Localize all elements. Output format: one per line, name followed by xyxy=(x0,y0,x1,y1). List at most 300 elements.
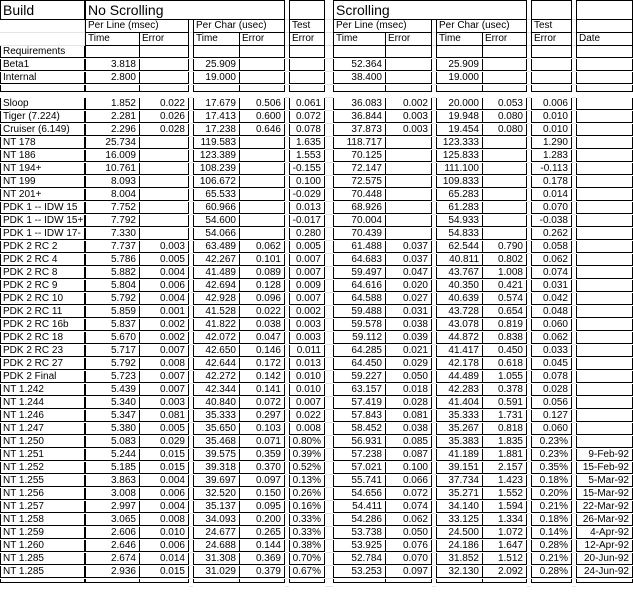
cell-ns-test-error[interactable]: 0.33% xyxy=(289,514,325,526)
cell-ns-char-error[interactable] xyxy=(240,228,285,240)
cell-date[interactable]: 22-Mar-92 xyxy=(576,501,633,513)
ns-per-char-header[interactable]: Per Char (usec) xyxy=(193,20,285,33)
cell-date[interactable] xyxy=(576,150,633,162)
cell-ns-test-error[interactable]: 0.007 xyxy=(289,254,325,266)
cell-build[interactable]: PDK 2 RC 27 xyxy=(0,358,85,370)
cell-ns-line-error[interactable]: 0.010 xyxy=(140,527,189,539)
cell-s-line-time[interactable]: 37.873 xyxy=(333,124,386,136)
cell-s-char-time[interactable]: 31.852 xyxy=(436,553,483,565)
cell-s-line-time[interactable]: 64.285 xyxy=(333,345,386,357)
cell-s-line-error[interactable]: 0.018 xyxy=(386,384,432,396)
cell-s-char-time[interactable] xyxy=(436,85,483,92)
cell-s-test-error[interactable]: 0.062 xyxy=(531,254,572,266)
cell-s-line-error[interactable] xyxy=(386,137,432,149)
cell-date[interactable] xyxy=(576,124,633,136)
cell-ns-char-time[interactable]: 35.650 xyxy=(193,423,240,435)
date-header[interactable]: Date xyxy=(576,33,633,46)
cell-ns-line-error[interactable]: 0.007 xyxy=(140,371,189,383)
cell-ns-char-error[interactable]: 0.062 xyxy=(240,241,285,253)
cell-s-char-time[interactable]: 19.000 xyxy=(436,72,483,84)
cell-ns-test-error[interactable]: 0.007 xyxy=(289,267,325,279)
cell-s-line-time[interactable]: 53.253 xyxy=(333,566,386,578)
cell-s-line-error[interactable]: 0.037 xyxy=(386,254,432,266)
cell-s-char-error[interactable]: 1.835 xyxy=(483,436,527,448)
cell-ns-line-error[interactable] xyxy=(140,137,189,149)
cell-s-char-time[interactable]: 41.404 xyxy=(436,397,483,409)
cell-ns-test-error[interactable]: 0.003 xyxy=(289,319,325,331)
cell-ns-test-error[interactable]: 0.33% xyxy=(289,527,325,539)
cell-ns-char-error[interactable]: 0.022 xyxy=(240,306,285,318)
cell-s-line-time[interactable]: 118.717 xyxy=(333,137,386,149)
ns-line-error-header[interactable]: Error xyxy=(140,33,189,46)
cell-ns-char-error[interactable]: 0.089 xyxy=(240,267,285,279)
cell-build[interactable]: NT 1.250 xyxy=(0,436,85,448)
cell-ns-test-error[interactable]: 0.005 xyxy=(289,241,325,253)
cell-ns-test-error[interactable]: 0.022 xyxy=(289,410,325,422)
cell-date[interactable] xyxy=(576,254,633,266)
cell-ns-test-error[interactable] xyxy=(289,85,325,92)
cell-s-test-error[interactable]: 0.048 xyxy=(531,306,572,318)
cell-date[interactable] xyxy=(576,215,633,227)
cell-ns-char-error[interactable]: 0.370 xyxy=(240,462,285,474)
cell-s-line-error[interactable]: 0.039 xyxy=(386,332,432,344)
cell-s-line-time[interactable] xyxy=(333,46,386,58)
cell-s-line-error[interactable] xyxy=(386,72,432,84)
cell-s-char-error[interactable] xyxy=(483,59,527,71)
cell-ns-test-error[interactable]: 0.061 xyxy=(289,98,325,110)
cell-s-test-error[interactable] xyxy=(531,579,572,583)
cell-ns-line-time[interactable]: 2.281 xyxy=(85,111,140,123)
cell-s-test-error[interactable]: 0.010 xyxy=(531,124,572,136)
cell-ns-line-time[interactable]: 8.093 xyxy=(85,176,140,188)
cell-ns-char-time[interactable]: 39.318 xyxy=(193,462,240,474)
cell-ns-test-error[interactable]: 0.003 xyxy=(289,332,325,344)
cell-ns-line-error[interactable]: 0.003 xyxy=(140,241,189,253)
cell-s-char-error[interactable]: 0.802 xyxy=(483,254,527,266)
cell-ns-test-error[interactable]: 0.52% xyxy=(289,462,325,474)
cell-ns-line-error[interactable] xyxy=(140,202,189,214)
cell-date[interactable] xyxy=(576,98,633,110)
cell-ns-char-error[interactable]: 0.144 xyxy=(240,540,285,552)
cell-build[interactable]: NT 1.252 xyxy=(0,462,85,474)
cell-s-char-error[interactable]: 0.574 xyxy=(483,293,527,305)
cell-s-line-error[interactable] xyxy=(386,163,432,175)
cell-build[interactable]: NT 178 xyxy=(0,137,85,149)
cell-s-char-error[interactable] xyxy=(483,176,527,188)
cell-s-line-error[interactable] xyxy=(386,579,432,583)
cell-s-line-error[interactable] xyxy=(386,215,432,227)
cell-s-char-time[interactable]: 35.267 xyxy=(436,423,483,435)
cell-s-test-error[interactable]: 0.078 xyxy=(531,371,572,383)
s-per-char-header[interactable]: Per Char (usec) xyxy=(436,20,527,33)
cell-build[interactable]: PDK 1 -- IDW 15 xyxy=(0,202,85,214)
cell-s-test-error[interactable]: 0.031 xyxy=(531,280,572,292)
cell-ns-line-error[interactable] xyxy=(140,215,189,227)
cell-s-char-error[interactable]: 0.080 xyxy=(483,111,527,123)
cell-ns-line-error[interactable]: 0.006 xyxy=(140,280,189,292)
cell-s-line-error[interactable]: 0.062 xyxy=(386,514,432,526)
cell-ns-line-time[interactable]: 5.717 xyxy=(85,345,140,357)
cell-s-line-time[interactable]: 54.411 xyxy=(333,501,386,513)
cell-s-line-time[interactable]: 53.925 xyxy=(333,540,386,552)
cell-s-test-error[interactable]: 0.070 xyxy=(531,202,572,214)
cell-ns-char-error[interactable]: 0.071 xyxy=(240,436,285,448)
cell-date[interactable] xyxy=(576,306,633,318)
build-title-cell[interactable]: Build xyxy=(0,0,85,20)
cell-ns-test-error[interactable]: -0.017 xyxy=(289,215,325,227)
s-test-header[interactable]: Test xyxy=(531,20,572,33)
cell-ns-line-time[interactable]: 5.244 xyxy=(85,449,140,461)
cell-ns-char-time[interactable]: 65.533 xyxy=(193,189,240,201)
cell-s-char-error[interactable] xyxy=(483,72,527,84)
cell-ns-test-error[interactable]: 0.007 xyxy=(289,397,325,409)
cell-ns-line-error[interactable]: 0.004 xyxy=(140,267,189,279)
cell-s-char-time[interactable]: 35.383 xyxy=(436,436,483,448)
cell-build[interactable]: Tiger (7.224) xyxy=(0,111,85,123)
cell-date[interactable] xyxy=(576,163,633,175)
cell-s-char-error[interactable] xyxy=(483,215,527,227)
cell-ns-line-error[interactable]: 0.081 xyxy=(140,410,189,422)
cell-s-char-time[interactable]: 43.728 xyxy=(436,306,483,318)
cell-s-char-error[interactable]: 0.421 xyxy=(483,280,527,292)
cell-build[interactable]: NT 1.255 xyxy=(0,475,85,487)
cell-s-test-error[interactable]: 0.006 xyxy=(531,98,572,110)
empty-header-cell[interactable] xyxy=(289,0,325,20)
cell-s-test-error[interactable]: -0.113 xyxy=(531,163,572,175)
cell-ns-char-time[interactable]: 34.093 xyxy=(193,514,240,526)
cell-ns-test-error[interactable]: 0.39% xyxy=(289,449,325,461)
cell-ns-char-error[interactable]: 0.038 xyxy=(240,319,285,331)
cell-s-char-error[interactable] xyxy=(483,46,527,58)
ns-line-time-header[interactable]: Time xyxy=(85,33,140,46)
cell-build[interactable]: NT 186 xyxy=(0,150,85,162)
cell-s-test-error[interactable]: 0.21% xyxy=(531,501,572,513)
cell-ns-test-error[interactable]: 0.013 xyxy=(289,202,325,214)
cell-ns-line-time[interactable]: 5.083 xyxy=(85,436,140,448)
cell-ns-test-error[interactable]: 0.010 xyxy=(289,371,325,383)
cell-ns-line-error[interactable]: 0.004 xyxy=(140,293,189,305)
cell-s-line-time[interactable]: 70.125 xyxy=(333,150,386,162)
cell-build[interactable]: PDK 2 RC 10 xyxy=(0,293,85,305)
cell-s-char-time[interactable]: 32.130 xyxy=(436,566,483,578)
cell-date[interactable] xyxy=(576,319,633,331)
cell-ns-line-time[interactable]: 2.646 xyxy=(85,540,140,552)
cell-ns-line-time[interactable] xyxy=(85,46,140,58)
cell-ns-test-error[interactable]: 0.280 xyxy=(289,228,325,240)
cell-date[interactable]: 20-Jun-92 xyxy=(576,553,633,565)
cell-date[interactable] xyxy=(576,345,633,357)
cell-s-line-error[interactable]: 0.029 xyxy=(386,358,432,370)
cell-s-char-time[interactable]: 39.151 xyxy=(436,462,483,474)
cell-ns-char-time[interactable]: 123.389 xyxy=(193,150,240,162)
cell-s-line-error[interactable]: 0.002 xyxy=(386,98,432,110)
cell-s-char-time[interactable]: 24.500 xyxy=(436,527,483,539)
cell-ns-line-error[interactable]: 0.015 xyxy=(140,449,189,461)
cell-ns-line-time[interactable]: 7.737 xyxy=(85,241,140,253)
cell-s-char-time[interactable]: 123.333 xyxy=(436,137,483,149)
cell-s-char-error[interactable]: 0.378 xyxy=(483,384,527,396)
cell-s-line-error[interactable] xyxy=(386,85,432,92)
cell-s-char-error[interactable]: 1.334 xyxy=(483,514,527,526)
cell-ns-char-time[interactable]: 19.000 xyxy=(193,72,240,84)
cell-ns-line-time[interactable]: 5.792 xyxy=(85,293,140,305)
cell-build[interactable]: PDK 1 -- IDW 17- xyxy=(0,228,85,240)
cell-ns-line-error[interactable] xyxy=(140,72,189,84)
cell-s-char-time[interactable]: 44.489 xyxy=(436,371,483,383)
cell-ns-line-time[interactable]: 5.439 xyxy=(85,384,140,396)
cell-s-char-error[interactable] xyxy=(483,579,527,583)
cell-s-char-error[interactable]: 0.819 xyxy=(483,319,527,331)
cell-s-char-time[interactable]: 43.767 xyxy=(436,267,483,279)
cell-ns-line-error[interactable]: 0.015 xyxy=(140,462,189,474)
cell-ns-test-error[interactable]: 0.16% xyxy=(289,501,325,513)
cell-date[interactable] xyxy=(576,202,633,214)
cell-s-char-time[interactable]: 111.100 xyxy=(436,163,483,175)
cell-date[interactable] xyxy=(576,579,633,583)
cell-build[interactable]: PDK 2 RC 16b xyxy=(0,319,85,331)
cell-ns-line-time[interactable]: 5.185 xyxy=(85,462,140,474)
cell-s-test-error[interactable]: 0.23% xyxy=(531,449,572,461)
s-char-time-header[interactable]: Time xyxy=(436,33,483,46)
cell-s-line-error[interactable] xyxy=(386,150,432,162)
cell-ns-test-error[interactable]: 0.072 xyxy=(289,111,325,123)
cell-ns-line-error[interactable]: 0.007 xyxy=(140,384,189,396)
cell-ns-line-time[interactable]: 2.674 xyxy=(85,553,140,565)
cell-s-test-error[interactable]: 0.062 xyxy=(531,332,572,344)
cell-ns-test-error[interactable] xyxy=(289,46,325,58)
cell-ns-char-time[interactable]: 17.679 xyxy=(193,98,240,110)
cell-s-line-time[interactable]: 54.286 xyxy=(333,514,386,526)
cell-s-test-error[interactable]: -0.038 xyxy=(531,215,572,227)
cell-date[interactable] xyxy=(576,332,633,344)
cell-s-char-time[interactable]: 40.639 xyxy=(436,293,483,305)
cell-ns-line-error[interactable]: 0.004 xyxy=(140,475,189,487)
cell-build[interactable]: Cruiser (6.149) xyxy=(0,124,85,136)
cell-ns-line-time[interactable]: 5.786 xyxy=(85,254,140,266)
cell-ns-line-time[interactable]: 16.009 xyxy=(85,150,140,162)
cell-ns-line-time[interactable]: 2.800 xyxy=(85,72,140,84)
cell-s-char-time[interactable]: 34.140 xyxy=(436,501,483,513)
cell-s-char-time[interactable]: 41.417 xyxy=(436,345,483,357)
cell-date[interactable]: 24-Jun-92 xyxy=(576,566,633,578)
cell-s-line-time[interactable]: 64.616 xyxy=(333,280,386,292)
cell-s-line-time[interactable]: 72.147 xyxy=(333,163,386,175)
cell-build[interactable] xyxy=(0,579,85,583)
ns-test-error-header[interactable]: Error xyxy=(289,33,325,46)
cell-s-line-time[interactable]: 38.400 xyxy=(333,72,386,84)
cell-s-test-error[interactable]: 1.283 xyxy=(531,150,572,162)
cell-build[interactable]: PDK 2 RC 8 xyxy=(0,267,85,279)
cell-build[interactable]: NT 1.285 xyxy=(0,553,85,565)
cell-ns-char-error[interactable] xyxy=(240,150,285,162)
cell-s-test-error[interactable]: 0.028 xyxy=(531,384,572,396)
cell-build[interactable]: NT 1.244 xyxy=(0,397,85,409)
cell-s-line-time[interactable]: 59.578 xyxy=(333,319,386,331)
cell-s-line-time[interactable]: 57.419 xyxy=(333,397,386,409)
cell-ns-line-time[interactable]: 5.340 xyxy=(85,397,140,409)
cell-ns-char-error[interactable]: 0.600 xyxy=(240,111,285,123)
cell-s-line-error[interactable]: 0.072 xyxy=(386,488,432,500)
cell-ns-char-error[interactable] xyxy=(240,202,285,214)
cell-ns-char-time[interactable]: 60.966 xyxy=(193,202,240,214)
cell-s-test-error[interactable]: 0.21% xyxy=(531,553,572,565)
cell-build[interactable]: NT 201+ xyxy=(0,189,85,201)
cell-build[interactable]: Internal xyxy=(0,72,85,84)
cell-ns-char-error[interactable] xyxy=(240,85,285,92)
cell-s-char-error[interactable]: 2.092 xyxy=(483,566,527,578)
cell-s-char-time[interactable]: 54.933 xyxy=(436,215,483,227)
empty-header-cell[interactable] xyxy=(531,0,572,20)
cell-s-line-time[interactable]: 72.575 xyxy=(333,176,386,188)
cell-ns-char-error[interactable]: 0.150 xyxy=(240,488,285,500)
cell-build[interactable]: NT 1.251 xyxy=(0,449,85,461)
cell-s-test-error[interactable]: 0.35% xyxy=(531,462,572,474)
cell-ns-test-error[interactable]: 0.100 xyxy=(289,176,325,188)
cell-ns-line-time[interactable]: 5.723 xyxy=(85,371,140,383)
cell-s-char-time[interactable]: 109.833 xyxy=(436,176,483,188)
cell-ns-char-time[interactable]: 54.600 xyxy=(193,215,240,227)
cell-ns-char-error[interactable] xyxy=(240,59,285,71)
cell-ns-char-time[interactable]: 42.650 xyxy=(193,345,240,357)
cell-s-char-time[interactable]: 35.271 xyxy=(436,488,483,500)
cell-date[interactable]: 15-Feb-92 xyxy=(576,462,633,474)
cell-ns-line-time[interactable]: 3.008 xyxy=(85,488,140,500)
cell-s-line-error[interactable]: 0.100 xyxy=(386,462,432,474)
cell-s-line-time[interactable]: 61.488 xyxy=(333,241,386,253)
cell-s-test-error[interactable]: 0.074 xyxy=(531,267,572,279)
cell-ns-line-error[interactable]: 0.029 xyxy=(140,436,189,448)
cell-s-test-error[interactable] xyxy=(531,85,572,92)
cell-s-char-time[interactable]: 20.000 xyxy=(436,98,483,110)
cell-s-line-time[interactable]: 53.738 xyxy=(333,527,386,539)
cell-ns-line-time[interactable]: 7.792 xyxy=(85,215,140,227)
cell-ns-char-error[interactable]: 0.200 xyxy=(240,514,285,526)
cell-ns-char-time[interactable]: 32.520 xyxy=(193,488,240,500)
cell-s-line-time[interactable]: 59.488 xyxy=(333,306,386,318)
cell-s-test-error[interactable] xyxy=(531,46,572,58)
cell-build[interactable]: NT 1.256 xyxy=(0,488,85,500)
cell-ns-char-error[interactable]: 0.297 xyxy=(240,410,285,422)
cell-ns-line-time[interactable]: 3.065 xyxy=(85,514,140,526)
cell-ns-line-error[interactable]: 0.005 xyxy=(140,423,189,435)
cell-ns-test-error[interactable]: 0.26% xyxy=(289,488,325,500)
cell-ns-char-error[interactable] xyxy=(240,46,285,58)
cell-s-line-error[interactable]: 0.081 xyxy=(386,410,432,422)
cell-date[interactable]: 26-Mar-92 xyxy=(576,514,633,526)
cell-ns-line-error[interactable] xyxy=(140,228,189,240)
cell-build[interactable]: NT 194+ xyxy=(0,163,85,175)
cell-s-char-time[interactable]: 35.333 xyxy=(436,410,483,422)
ns-char-time-header[interactable]: Time xyxy=(193,33,240,46)
cell-ns-line-time[interactable] xyxy=(85,579,140,583)
cell-build[interactable]: PDK 2 RC 2 xyxy=(0,241,85,253)
cell-ns-line-error[interactable]: 0.014 xyxy=(140,553,189,565)
cell-date[interactable] xyxy=(576,358,633,370)
cell-s-line-error[interactable]: 0.087 xyxy=(386,449,432,461)
cell-s-line-time[interactable]: 55.741 xyxy=(333,475,386,487)
cell-date[interactable] xyxy=(576,85,633,92)
cell-ns-line-time[interactable]: 5.670 xyxy=(85,332,140,344)
ns-per-line-header[interactable]: Per Line (msec) xyxy=(85,20,189,33)
cell-s-test-error[interactable]: 0.010 xyxy=(531,111,572,123)
cell-s-char-time[interactable]: 19.454 xyxy=(436,124,483,136)
cell-s-char-error[interactable] xyxy=(483,202,527,214)
cell-ns-char-error[interactable]: 0.172 xyxy=(240,358,285,370)
cell-s-line-error[interactable]: 0.050 xyxy=(386,527,432,539)
cell-ns-line-error[interactable] xyxy=(140,59,189,71)
cell-date[interactable] xyxy=(576,436,633,448)
cell-s-line-time[interactable]: 64.683 xyxy=(333,254,386,266)
cell-s-char-time[interactable]: 62.544 xyxy=(436,241,483,253)
cell-s-char-error[interactable]: 1.008 xyxy=(483,267,527,279)
cell-s-line-time[interactable]: 63.157 xyxy=(333,384,386,396)
cell-ns-char-error[interactable]: 0.101 xyxy=(240,254,285,266)
cell-s-test-error[interactable]: 0.058 xyxy=(531,241,572,253)
cell-s-test-error[interactable]: 0.127 xyxy=(531,410,572,422)
cell-ns-char-error[interactable] xyxy=(240,72,285,84)
cell-date[interactable]: 9-Feb-92 xyxy=(576,449,633,461)
cell-ns-line-error[interactable]: 0.028 xyxy=(140,124,189,136)
cell-ns-char-error[interactable]: 0.103 xyxy=(240,423,285,435)
cell-date[interactable] xyxy=(576,384,633,396)
cell-ns-char-time[interactable] xyxy=(193,85,240,92)
cell-ns-test-error[interactable]: 0.38% xyxy=(289,540,325,552)
cell-ns-test-error[interactable]: 1.635 xyxy=(289,137,325,149)
cell-ns-test-error[interactable]: -0.029 xyxy=(289,189,325,201)
cell-s-line-error[interactable] xyxy=(386,46,432,58)
cell-ns-line-time[interactable]: 2.936 xyxy=(85,566,140,578)
cell-build[interactable]: PDK 2 RC 18 xyxy=(0,332,85,344)
cell-ns-line-time[interactable]: 5.792 xyxy=(85,358,140,370)
cell-s-char-error[interactable]: 0.654 xyxy=(483,306,527,318)
cell-s-line-time[interactable]: 56.931 xyxy=(333,436,386,448)
cell-s-line-error[interactable] xyxy=(386,59,432,71)
cell-s-char-error[interactable]: 1.552 xyxy=(483,488,527,500)
cell-ns-char-error[interactable]: 0.506 xyxy=(240,98,285,110)
cell-s-char-error[interactable]: 0.053 xyxy=(483,98,527,110)
cell-date[interactable] xyxy=(576,410,633,422)
cell-s-test-error[interactable]: 0.262 xyxy=(531,228,572,240)
cell-s-test-error[interactable]: 0.060 xyxy=(531,423,572,435)
cell-s-test-error[interactable]: 0.056 xyxy=(531,397,572,409)
cell-ns-char-time[interactable]: 17.238 xyxy=(193,124,240,136)
cell-build[interactable]: Beta1 xyxy=(0,59,85,71)
cell-s-char-time[interactable]: 40.350 xyxy=(436,280,483,292)
cell-s-test-error[interactable] xyxy=(531,59,572,71)
cell-ns-char-time[interactable]: 39.697 xyxy=(193,475,240,487)
cell-s-test-error[interactable]: 0.18% xyxy=(531,514,572,526)
cell-build[interactable] xyxy=(0,85,85,92)
cell-date[interactable] xyxy=(576,267,633,279)
cell-ns-char-time[interactable]: 42.928 xyxy=(193,293,240,305)
cell-s-char-error[interactable]: 1.881 xyxy=(483,449,527,461)
cell-s-char-time[interactable]: 37.734 xyxy=(436,475,483,487)
cell-s-line-time[interactable]: 54.656 xyxy=(333,488,386,500)
cell-ns-line-error[interactable]: 0.002 xyxy=(140,332,189,344)
cell-ns-test-error[interactable]: 0.008 xyxy=(289,423,325,435)
cell-date[interactable]: 15-Mar-92 xyxy=(576,488,633,500)
cell-s-char-error[interactable]: 1.423 xyxy=(483,475,527,487)
cell-ns-line-error[interactable]: 0.005 xyxy=(140,254,189,266)
cell-ns-line-error[interactable] xyxy=(140,85,189,92)
cell-s-char-time[interactable] xyxy=(436,579,483,583)
cell-build[interactable]: PDK 2 Final xyxy=(0,371,85,383)
cell-s-line-error[interactable]: 0.031 xyxy=(386,306,432,318)
cell-ns-line-error[interactable]: 0.008 xyxy=(140,358,189,370)
cell-s-char-error[interactable]: 0.838 xyxy=(483,332,527,344)
cell-date[interactable]: 5-Mar-92 xyxy=(576,475,633,487)
cell-s-char-error[interactable] xyxy=(483,150,527,162)
